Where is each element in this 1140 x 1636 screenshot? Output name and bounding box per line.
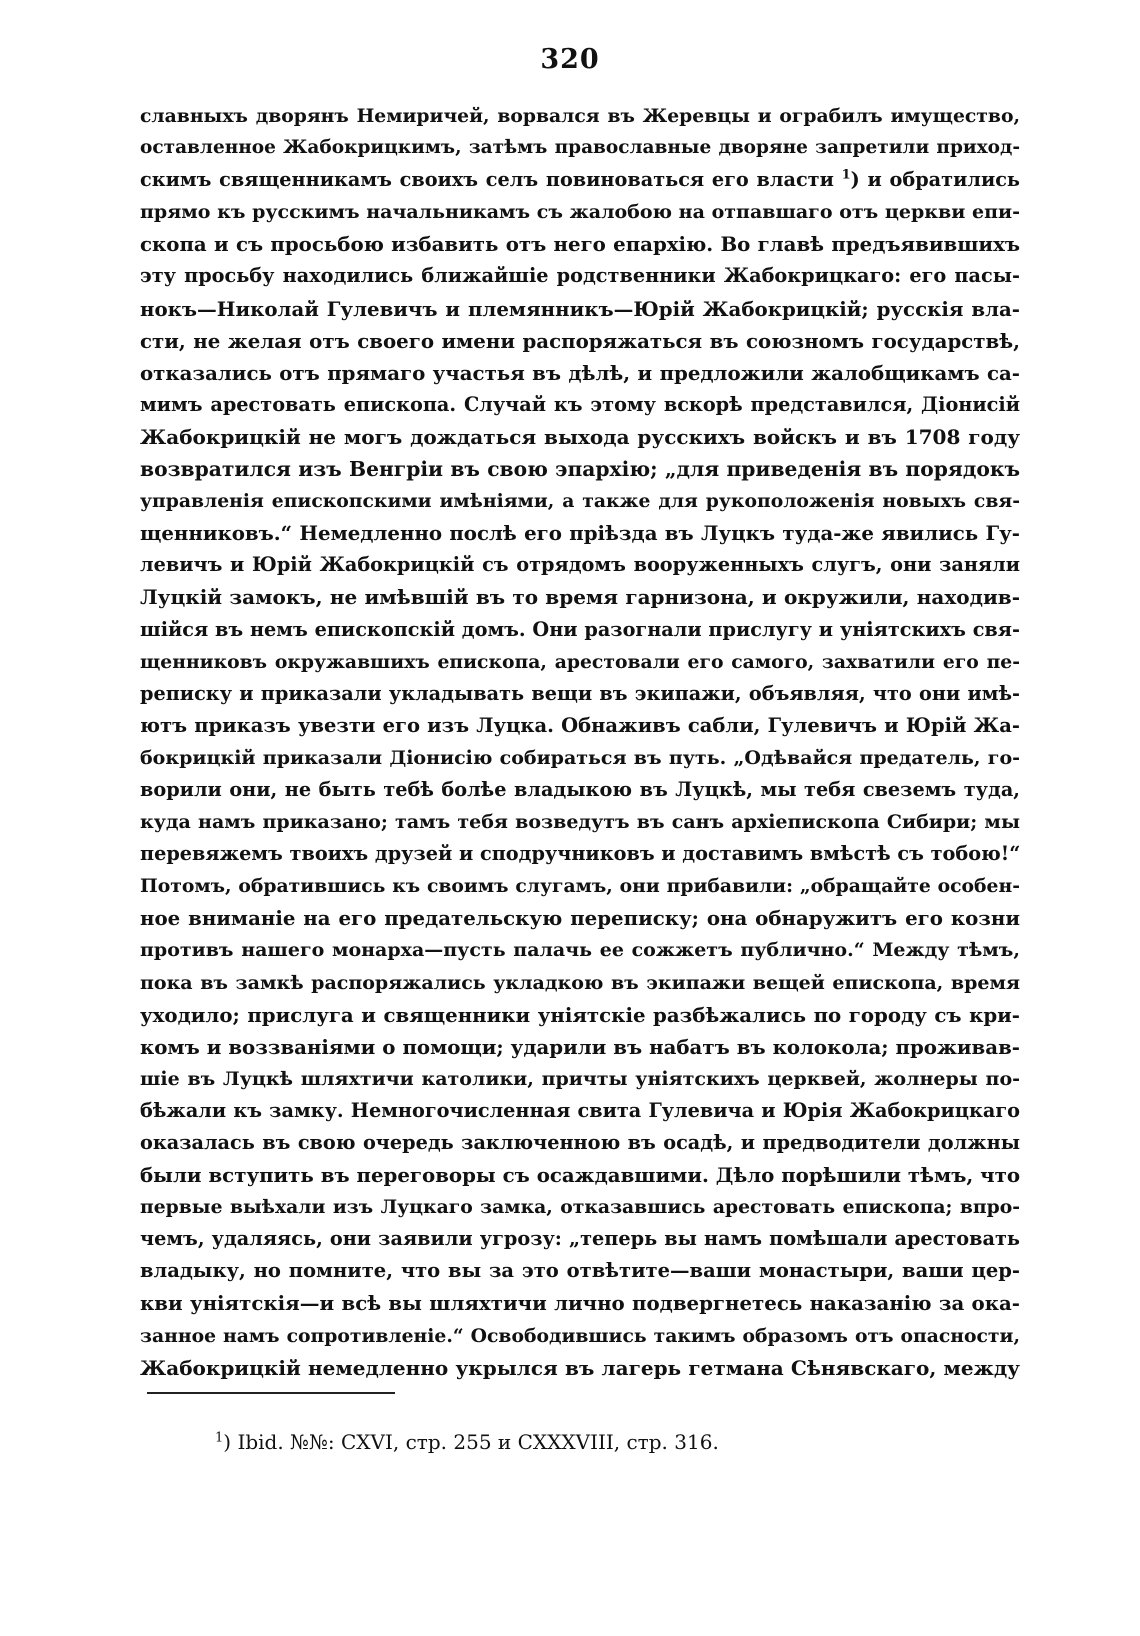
text-line: реписку и приказали укладывать вещи въ экипажи, объявляя, что они имѣ- — [140, 681, 1020, 705]
text-line: сти, не желая отъ своего имени распоряжаться въ союзномъ государствѣ, — [140, 328, 1020, 353]
footnote-divider — [147, 1392, 395, 1394]
text-line: пока въ замкѣ распоряжались укладкою въ экипажи вещей епископа, время — [140, 971, 1020, 994]
text-line: занное намъ сопротивленіе.“ Освободившись такимъ образомъ отъ опасности, — [140, 1324, 1020, 1347]
text-line: левичъ и Юрій Жабокрицкій съ отрядомъ вооруженныхъ слугъ, они заняли — [140, 553, 1020, 577]
page-number: 320 — [540, 44, 600, 75]
text-line-start: скимъ священникамъ своихъ селъ повиноваться его власти — [140, 168, 834, 192]
footnote-ref-mark: 1 — [841, 167, 851, 183]
text-line: славныхъ дворянъ Немиричей, ворвался въ Жеревцы и ограбилъ имущество, — [140, 105, 1020, 127]
text-line: комъ и воззваніями о помощи; ударили въ набатъ въ колокола; проживав- — [140, 1034, 1020, 1059]
footnote — [215, 1430, 719, 1454]
text-line: отказались отъ прямаго участья въ дѣлѣ, и предложили жалобщикамъ са- — [140, 360, 1020, 385]
text-line: скопа и съ просьбою избавить отъ него епархію. Во главѣ предъявившихъ — [140, 232, 1020, 257]
text-line: прямо къ русскимъ начальникамъ съ жалобою на отпавшаго отъ церкви епи- — [140, 201, 1020, 224]
text-line: нокъ—Николай Гулевичъ и племянникъ—Юрій Жабокрицкій; русскія вла- — [140, 296, 1020, 321]
text-line: ворили они, не быть тебѣ болѣе владыкою въ Луцкѣ, мы тебя свеземъ туда, — [140, 777, 1020, 801]
text-line: оставленное Жабокрицкимъ, затѣмъ православные дворяне запретили приход- — [140, 137, 1020, 159]
text-line-end: ) и обратились — [850, 168, 1021, 192]
footnote-mark: 1 — [215, 1430, 224, 1446]
text-line: противъ нашего монарха—пусть палачь ее сожжетъ публично.“ Между тѣмъ, — [140, 939, 1020, 962]
text-line: кви уніятскія—и всѣ вы шляхтичи лично подвергнетесь наказанію за ока- — [140, 1291, 1020, 1316]
text-line: управленія епископскими имѣніями, а также для рукоположенія новыхъ свя- — [140, 490, 1020, 513]
text-line: чемъ, удаляясь, они заявили угрозу: „теперь вы намъ помѣшали арестовать — [140, 1227, 1020, 1251]
text-line: шіе въ Луцкѣ шляхтичи католики, причты уніятскихъ церквей, жолнеры по- — [140, 1067, 1020, 1090]
text-line: возвратился изъ Венгріи въ свою эпархію; „для приведенія въ порядокъ — [140, 457, 1020, 482]
text-line: перевяжемъ твоихъ друзей и сподручниковъ и доставимъ вмѣстѣ съ тобою!“ — [140, 842, 1021, 866]
text-line: Жабокрицкій немедленно укрылся въ лагерь гетмана Сѣнявскаго, между — [140, 1355, 1020, 1380]
text-line-with-footnote-ref — [140, 164, 1020, 196]
text-line: эту просьбу находились ближайшіе родственники Жабокрицкаго: его пасы- — [140, 264, 1020, 288]
text-line: шійся въ немъ епископскій домъ. Они разогнали прислугу и уніятскихъ свя- — [140, 617, 1020, 641]
text-line: куда намъ приказано; тамъ тебя возведутъ въ санъ архіепископа Сибири; мы — [140, 811, 1020, 834]
text-line: бѣжали къ замку. Немногочисленная свита Гулевича и Юрія Жабокрицкаго — [140, 1098, 1020, 1122]
text-line: оказалась въ свою очередь заключенною въ осадѣ, и предводители должны — [140, 1131, 1020, 1154]
main-text — [140, 100, 1020, 1384]
text-line: были вступить въ переговоры съ осаждавшими. Дѣло порѣшили тѣмъ, что — [140, 1163, 1020, 1188]
text-line: уходило; прислуга и священники уніятскіе разбѣжались по городу съ кри- — [140, 1002, 1020, 1027]
text-line: Луцкій замокъ, не имѣвшій въ то время гарнизона, и окружили, находив- — [140, 585, 1020, 610]
footnote-text: ) Ibid. №№: CXVI, стр. 255 и CXXXVIII, стр. 316. — [223, 1430, 719, 1454]
text-line: щенниковъ.“ Немедленно послѣ его пріѣзда въ Луцкъ туда-же явились Гу- — [140, 521, 1020, 546]
text-line: ютъ приказъ увезти его изъ Луцка. Обнаживъ сабли, Гулевичъ и Юрій Жа- — [140, 713, 1020, 737]
text-line: владыку, но помните, что вы за это отвѣтите—ваши монастыри, ваши цер- — [140, 1259, 1020, 1283]
text-line: мимъ арестовать епископа. Случай къ этому вскорѣ представился, Діонисій — [140, 392, 1020, 416]
text-line: Потомъ, обратившись къ своимъ слугамъ, они прибавили: „обращайте особен- — [140, 875, 1020, 898]
text-line: ное вниманіе на его предательскую переписку; она обнаружитъ его козни — [140, 906, 1020, 931]
text-line: первые выѣхали изъ Луцкаго замка, отказавшись арестовать епископа; впро- — [140, 1196, 1020, 1219]
text-line: бокрицкій приказали Діонисію собираться въ путь. „Одѣвайся предатель, го- — [140, 746, 1020, 769]
text-line: Жабокрицкій не могъ дождаться выхода русскихъ войскъ и въ 1708 году — [140, 424, 1020, 449]
text-line: щенниковъ окружавшихъ епископа, арестовали его самого, захватили его пе- — [140, 650, 1020, 673]
